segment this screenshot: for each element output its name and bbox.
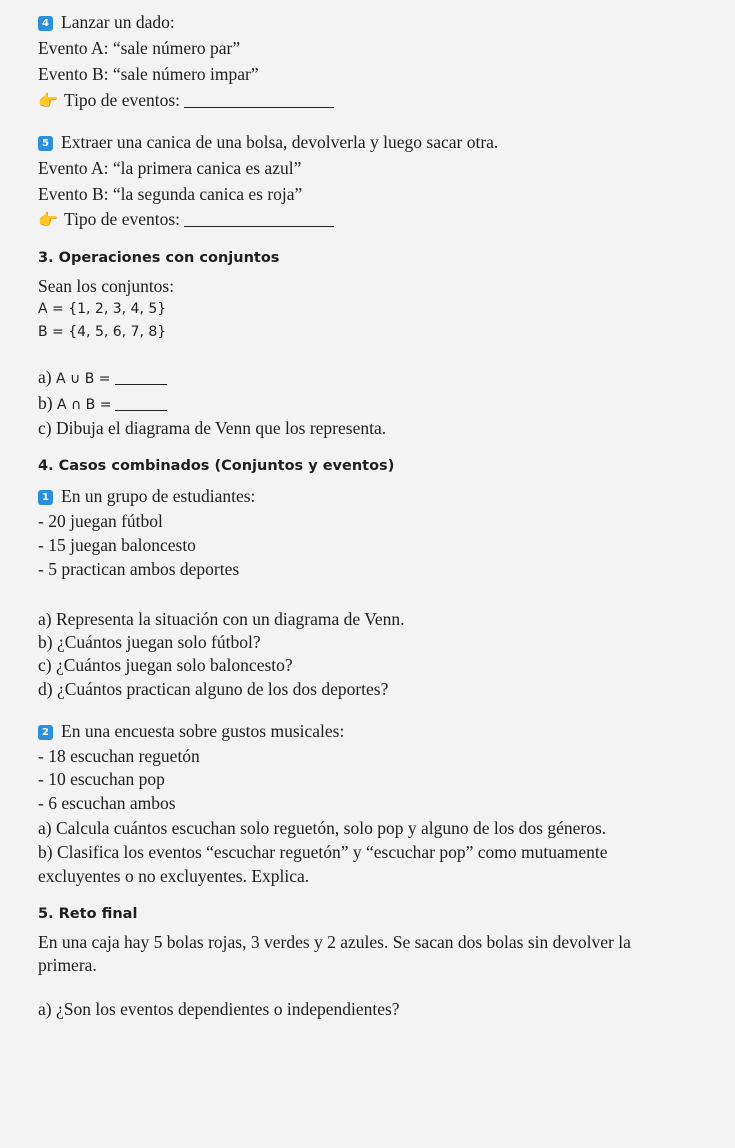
section3-intro: Sean los conjuntos: bbox=[38, 276, 175, 296]
item5-event-b: Evento B: “la segunda canica es roja” bbox=[38, 184, 303, 204]
section5-text: primera. bbox=[38, 955, 97, 975]
answer-blank[interactable] bbox=[115, 396, 167, 411]
answer-blank[interactable] bbox=[115, 370, 167, 385]
set-b: B = {4, 5, 6, 7, 8} bbox=[38, 324, 167, 340]
section4-heading: 4. Casos combinados (Conjuntos y eventos) bbox=[38, 458, 395, 474]
section5-text: En una caja hay 5 bolas rojas, 3 verdes y 2 azules. Se sacan dos bolas sin devolver la bbox=[38, 932, 631, 952]
item4-title-text: Lanzar un dado: bbox=[61, 12, 175, 32]
item5-title-text: Extraer una canica de una bolsa, devolverla y luego sacar otra. bbox=[61, 132, 499, 152]
q-prefix: b) bbox=[38, 393, 53, 413]
question-intersection bbox=[38, 393, 167, 415]
question-venn: c) Dibuja el diagrama de Venn que los representa. bbox=[38, 418, 387, 438]
question-union bbox=[38, 367, 167, 389]
case1-question: b) ¿Cuántos juegan solo fútbol? bbox=[38, 632, 261, 652]
item4-type bbox=[38, 90, 334, 112]
item5-event-a: Evento A: “la primera canica es azul” bbox=[38, 158, 302, 178]
case2-title-text: En una encuesta sobre gustos musicales: bbox=[61, 721, 345, 741]
case1-title bbox=[38, 486, 255, 506]
section3-heading: 3. Operaciones con conjuntos bbox=[38, 250, 280, 266]
q-intersection-text: A ∩ B = bbox=[56, 397, 112, 413]
section5-question: a) ¿Son los eventos dependientes o independientes? bbox=[38, 999, 400, 1019]
item4-event-b: Evento B: “sale número impar” bbox=[38, 64, 259, 84]
set-a: A = {1, 2, 3, 4, 5} bbox=[38, 301, 167, 317]
case2-fact: - 6 escuchan ambos bbox=[38, 793, 176, 813]
case2-question: a) Calcula cuántos escuchan solo reguetón, solo pop y alguno de los dos géneros. bbox=[38, 818, 607, 838]
type-label: Tipo de eventos: bbox=[64, 209, 181, 229]
pointing-hand-icon: 👉 bbox=[38, 212, 58, 229]
number-2-badge-icon: 2 bbox=[38, 725, 53, 740]
item4-event-a: Evento A: “sale número par” bbox=[38, 38, 241, 58]
case1-question: c) ¿Cuántos juegan solo baloncesto? bbox=[38, 655, 293, 675]
pointing-hand-icon: 👉 bbox=[38, 93, 58, 110]
number-5-badge-icon: 5 bbox=[38, 136, 53, 151]
item4-title bbox=[38, 12, 175, 32]
number-4-badge-icon: 4 bbox=[38, 16, 53, 31]
answer-blank[interactable] bbox=[184, 93, 334, 108]
case1-question: d) ¿Cuántos practican alguno de los dos deportes? bbox=[38, 679, 389, 699]
q-union-text: A ∪ B = bbox=[55, 371, 111, 387]
case1-fact: - 20 juegan fútbol bbox=[38, 511, 163, 531]
item5-type bbox=[38, 209, 334, 231]
q-prefix: a) bbox=[38, 367, 52, 387]
case1-fact: - 15 juegan baloncesto bbox=[38, 535, 196, 555]
case2-title bbox=[38, 721, 344, 741]
case1-title-text: En un grupo de estudiantes: bbox=[61, 486, 256, 506]
answer-blank[interactable] bbox=[184, 212, 334, 227]
section5-heading: 5. Reto final bbox=[38, 906, 138, 922]
case2-question: b) Clasifica los eventos “escuchar reguetón” y “escuchar pop” como mutuamente bbox=[38, 842, 608, 862]
case1-question: a) Representa la situación con un diagrama de Venn. bbox=[38, 609, 405, 629]
case2-fact: - 18 escuchan reguetón bbox=[38, 746, 200, 766]
case2-fact: - 10 escuchan pop bbox=[38, 769, 165, 789]
case1-fact: - 5 practican ambos deportes bbox=[38, 559, 240, 579]
type-label: Tipo de eventos: bbox=[64, 90, 181, 110]
case2-question: excluyentes o no excluyentes. Explica. bbox=[38, 866, 310, 886]
item5-title bbox=[38, 132, 498, 152]
number-1-badge-icon: 1 bbox=[38, 490, 53, 505]
